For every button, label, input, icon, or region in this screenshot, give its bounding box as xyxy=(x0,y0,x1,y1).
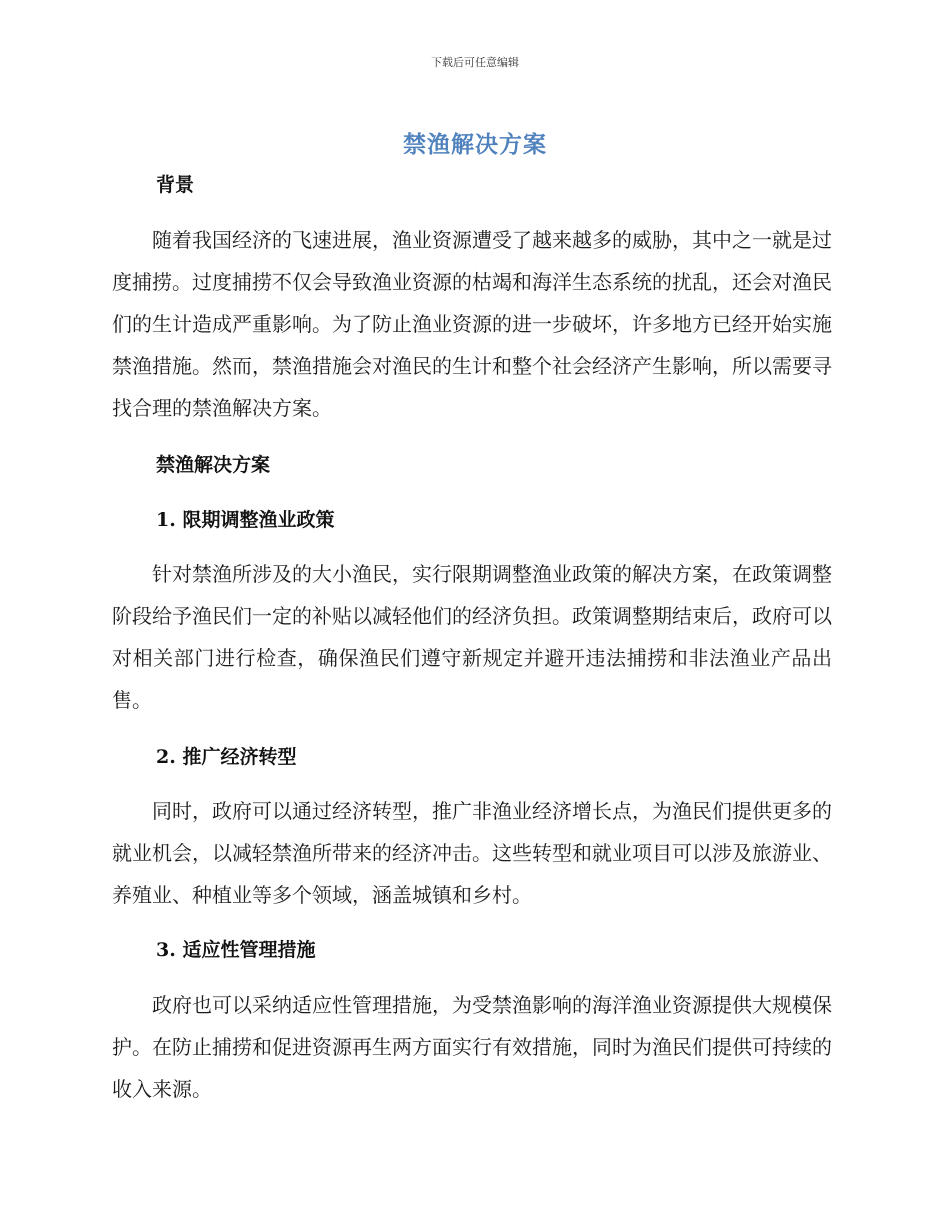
paragraph-economic-transition: 同时，政府可以通过经济转型，推广非渔业经济增长点，为渔民们提供更多的就业机会，以减轻禁渔所带来的经济冲击。这些转型和就业项目可以涉及旅游业、养殖业、种植业等多个领域，涵盖城镇和乡村。 xyxy=(112,799,832,907)
subheading-policy-adjustment: 1. 限期调整渔业政策 xyxy=(156,509,335,531)
section-heading-solutions: 禁渔解决方案 xyxy=(156,454,271,476)
paragraph-adaptive-management: 政府也可以采纳适应性管理措施，为受禁渔影响的海洋渔业资源提供大规模保护。在防止捕捞和促进资源再生两方面实行有效措施，同时为渔民们提供可持续的收入来源。 xyxy=(112,993,832,1101)
document-title: 禁渔解决方案 xyxy=(403,131,547,158)
page-header: 下载后可任意编辑 xyxy=(431,56,519,69)
paragraph-policy-adjustment: 针对禁渔所涉及的大小渔民，实行限期调整渔业政策的解决方案，在政策调整阶段给予渔民们一定的补贴以减轻他们的经济负担。政策调整期结束后，政府可以对相关部门进行检查，确保渔民们遵守新规定并避开违法捕捞和非法渔业产品出售。 xyxy=(112,562,832,712)
paragraph-background: 随着我国经济的飞速进展，渔业资源遭受了越来越多的威胁，其中之一就是过度捕捞。过度捕捞不仅会导致渔业资源的枯竭和海洋生态系统的扰乱，还会对渔民们的生计造成严重影响。为了防止渔业资源的进一步破坏，许多地方已经开始实施禁渔措施。然而，禁渔措施会对渔民的生计和整个社会经济产生影响，所以需要寻找合理的禁渔解决方案。 xyxy=(112,228,832,420)
subheading-adaptive-management: 3. 适应性管理措施 xyxy=(156,939,316,961)
section-heading-background: 背景 xyxy=(156,174,195,196)
subheading-economic-transition: 2. 推广经济转型 xyxy=(156,746,297,768)
